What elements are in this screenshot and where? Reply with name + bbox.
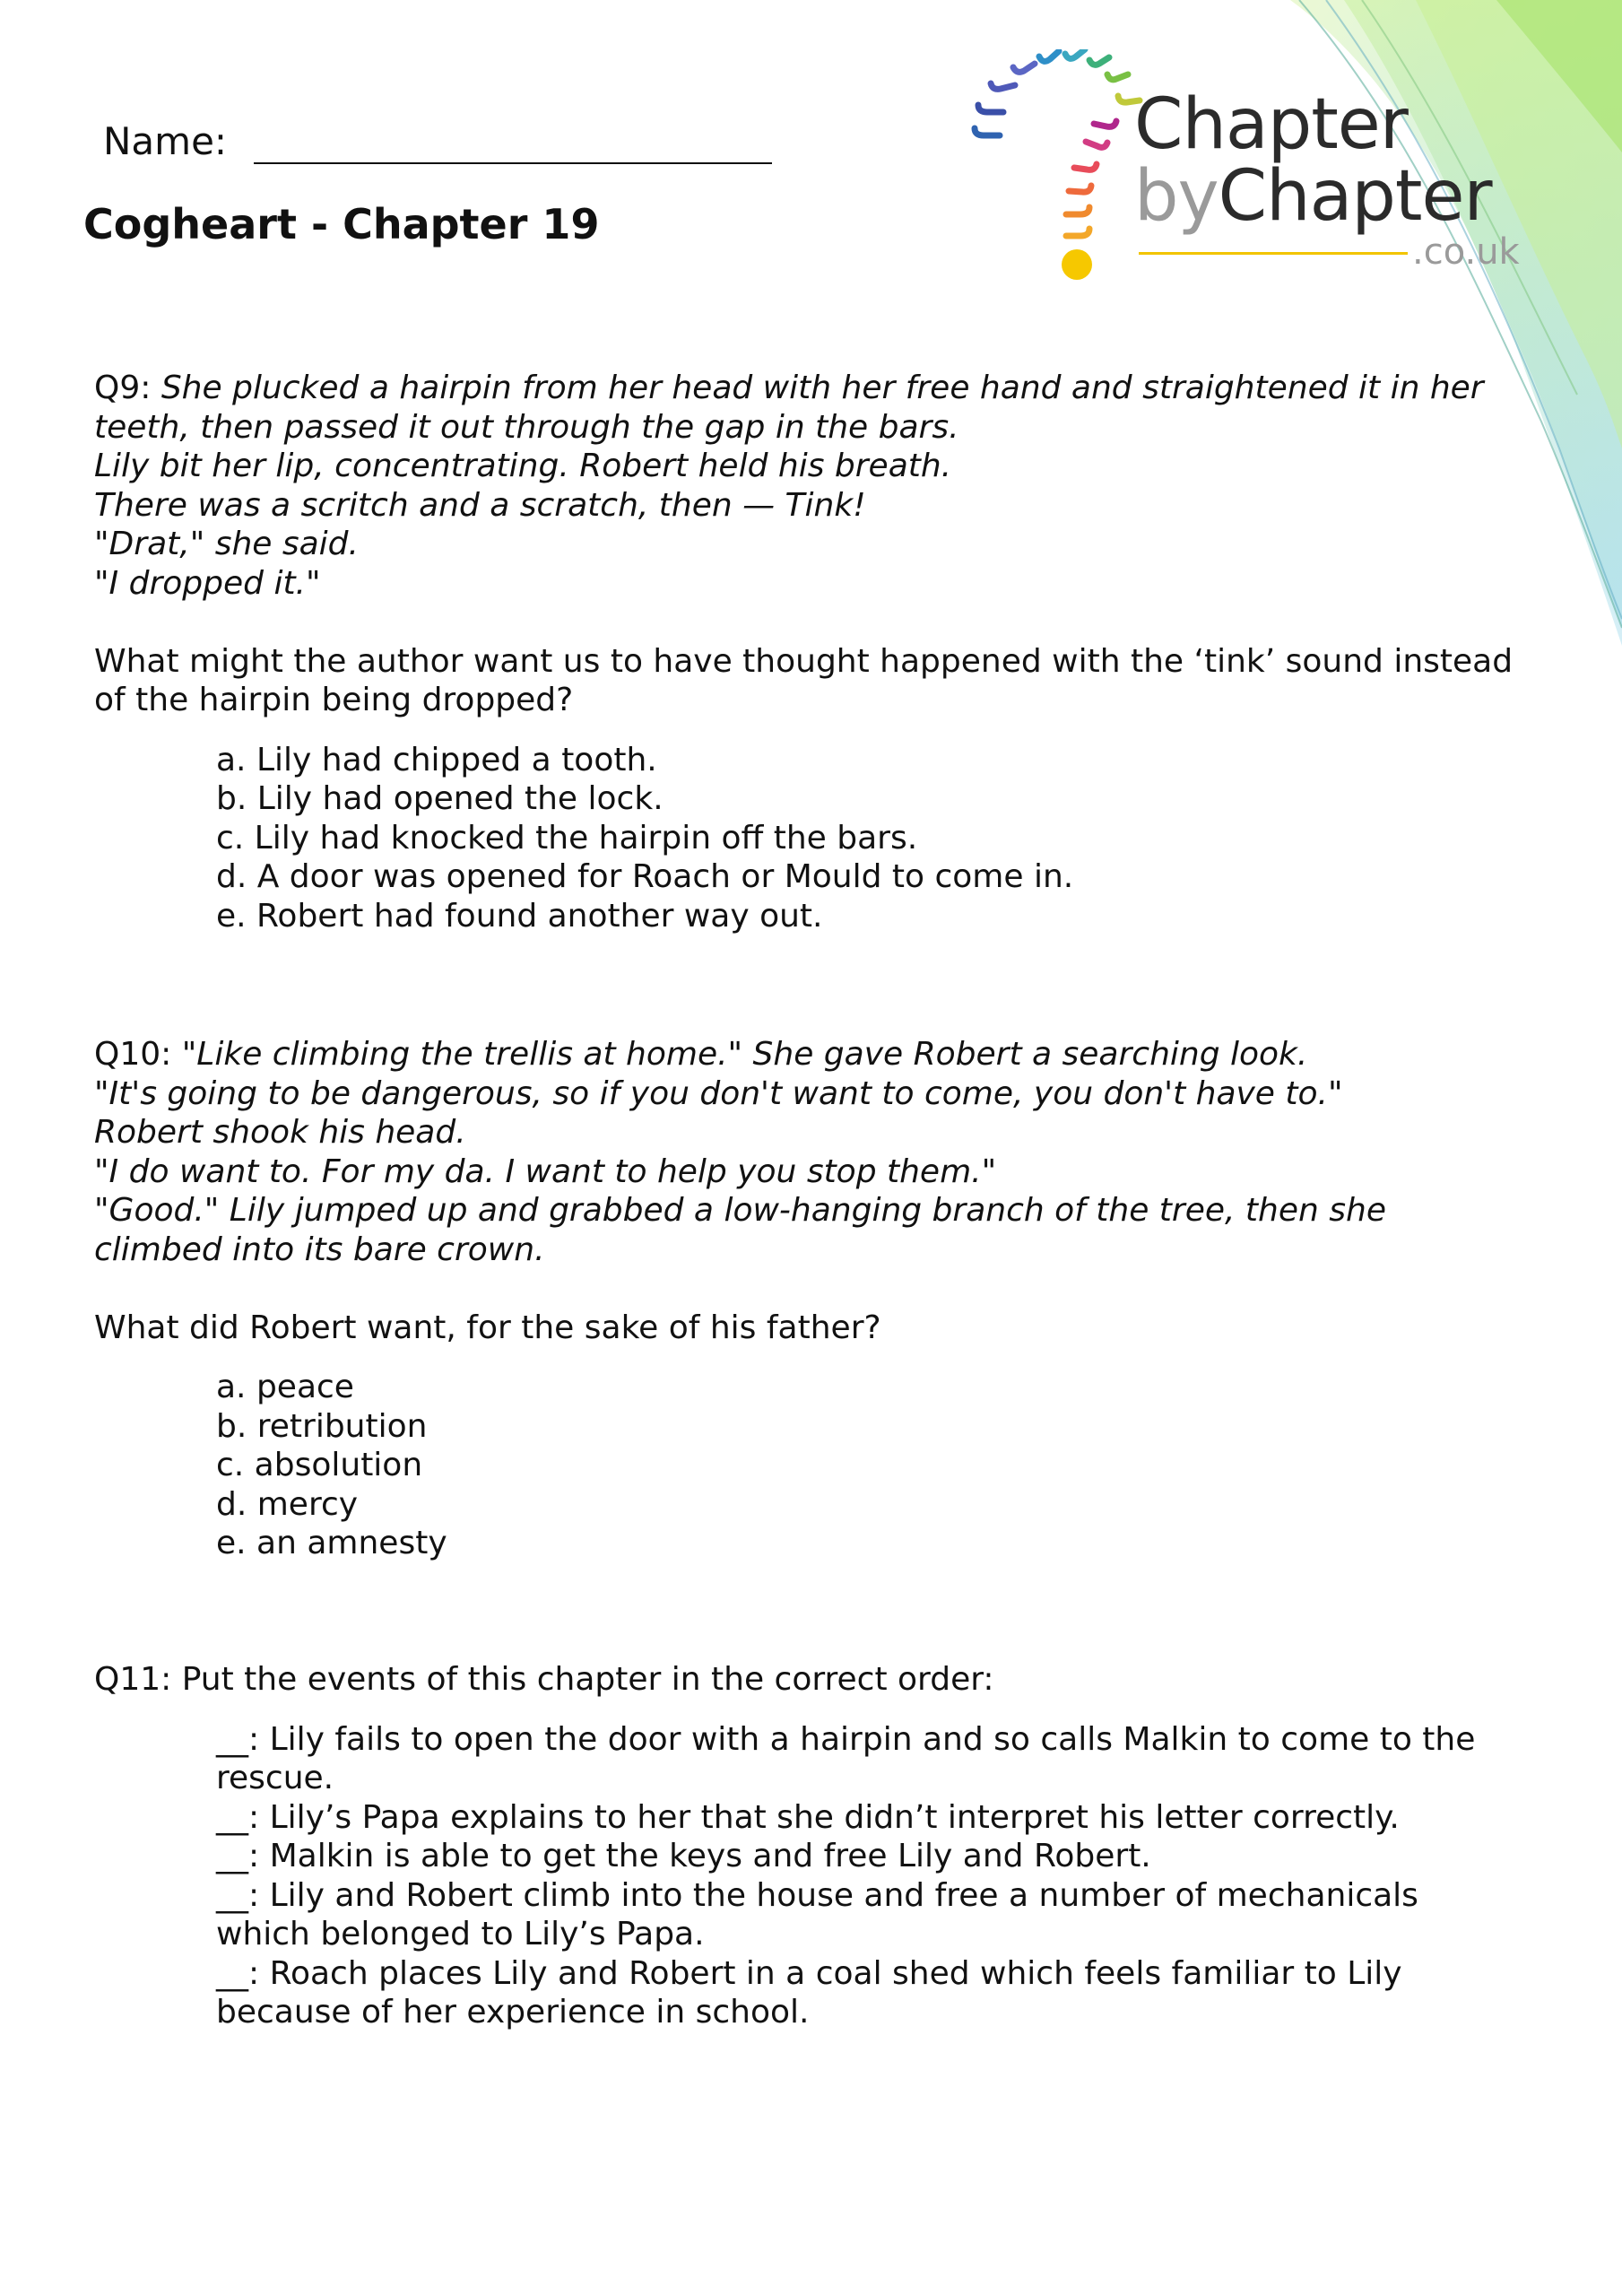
q9-excerpt-line: Lily bit her lip, concentrating. Robert held his breath. (94, 448, 952, 484)
name-label: Name: (103, 119, 228, 163)
q10-excerpt-line: "Good." Lily jumped up and grabbed a low-hanging branch of the tree, then she (94, 1192, 1386, 1229)
logo-word-chapter-2: Chapter (1218, 156, 1492, 237)
q10-excerpt-line: Robert shook his head. (94, 1114, 466, 1151)
logo-wordmark (1134, 84, 1492, 237)
q9-prompt: What might the author want us to have thought happened with the ‘tink’ sound instead of the hairpin being dropped? (94, 642, 1514, 718)
page-title: Cogheart - Chapter 19 (83, 200, 600, 248)
logo-underline (1139, 252, 1408, 255)
q10-number: Q10: (94, 1036, 172, 1073)
q9-option-e[interactable]: e. Robert had found another way out. (216, 897, 823, 935)
q11-prompt: Put the events of this chapter in the correct order: (181, 1661, 994, 1698)
q9-excerpt-line: There was a scritch and a scratch, then — Tink! (94, 486, 866, 524)
q9-option-b[interactable]: b. Lily had opened the lock. (216, 780, 664, 817)
logo-word-chapter: Chapter (1134, 84, 1408, 165)
q11-events (216, 1720, 1516, 2032)
q11-event[interactable]: __: Lily’s Papa explains to her that she didn’t interpret his letter correctly. (216, 1798, 1400, 1836)
q9-excerpt-line: "Drat," she said. (94, 526, 359, 562)
logo-line-by-chapter (1134, 156, 1492, 237)
q10-excerpt-line: "It's going to be dangerous, so if you don't want to come, you don't have to." (94, 1074, 1343, 1112)
q10-option-c[interactable]: c. absolution (216, 1447, 423, 1483)
q9-excerpt-line: "I dropped it." (94, 564, 321, 602)
q10-option-a[interactable]: a. peace (216, 1369, 354, 1405)
q11-event[interactable]: __: Roach places Lily and Robert in a coal shed which feels familiar to Lily because of her experience in school. (216, 1954, 1402, 2031)
q9-option-d[interactable]: d. A door was opened for Roach or Mould to come in. (216, 858, 1074, 895)
q10-option-d[interactable]: d. mercy (216, 1485, 359, 1523)
q9-excerpt-line: Q9: She plucked a hairpin from her head with her free hand and straightened it in her (94, 370, 1484, 406)
question-9 (94, 369, 1529, 935)
q10-excerpt-line: "I do want to. For my da. I want to help you stop them." (94, 1152, 997, 1190)
q11-event[interactable]: __: Lily and Robert climb into the house and free a number of mechanicals which belonged to Lily’s Papa. (216, 1876, 1418, 1952)
q10-option-e[interactable]: e. an amnesty (216, 1525, 447, 1561)
q11-prompt-line (94, 1660, 1529, 1700)
question-10 (94, 1035, 1529, 1563)
q10-prompt: What did Robert want, for the sake of his father? (94, 1309, 881, 1346)
q9-excerpt-line: teeth, then passed it out through the gap in the bars. (94, 408, 959, 446)
q10-excerpt-line: climbed into its bare crown. (94, 1231, 545, 1268)
q11-number: Q11: (94, 1661, 172, 1698)
q11-event[interactable]: __: Lily fails to open the door with a hairpin and so calls Malkin to come to the rescue. (216, 1720, 1476, 1796)
q9-options (216, 741, 1529, 936)
q10-options (216, 1368, 1529, 1563)
q9-option-a[interactable]: a. Lily had chipped a tooth. (216, 741, 657, 778)
q11-event[interactable]: __: Malkin is able to get the keys and free Lily and Robert. (216, 1838, 1151, 1874)
logo-domain: .co.uk (1412, 231, 1520, 273)
question-11 (94, 1660, 1529, 2032)
q10-excerpt-line: Q10: "Like climbing the trellis at home." She gave Robert a searching look. (94, 1036, 1308, 1073)
logo-word-by: by (1134, 156, 1219, 237)
q10-option-b[interactable]: b. retribution (216, 1407, 428, 1445)
q9-number: Q9: (94, 370, 152, 406)
name-answer-line[interactable] (254, 162, 772, 164)
q9-option-c[interactable]: c. Lily had knocked the hairpin off the bars. (216, 819, 918, 857)
